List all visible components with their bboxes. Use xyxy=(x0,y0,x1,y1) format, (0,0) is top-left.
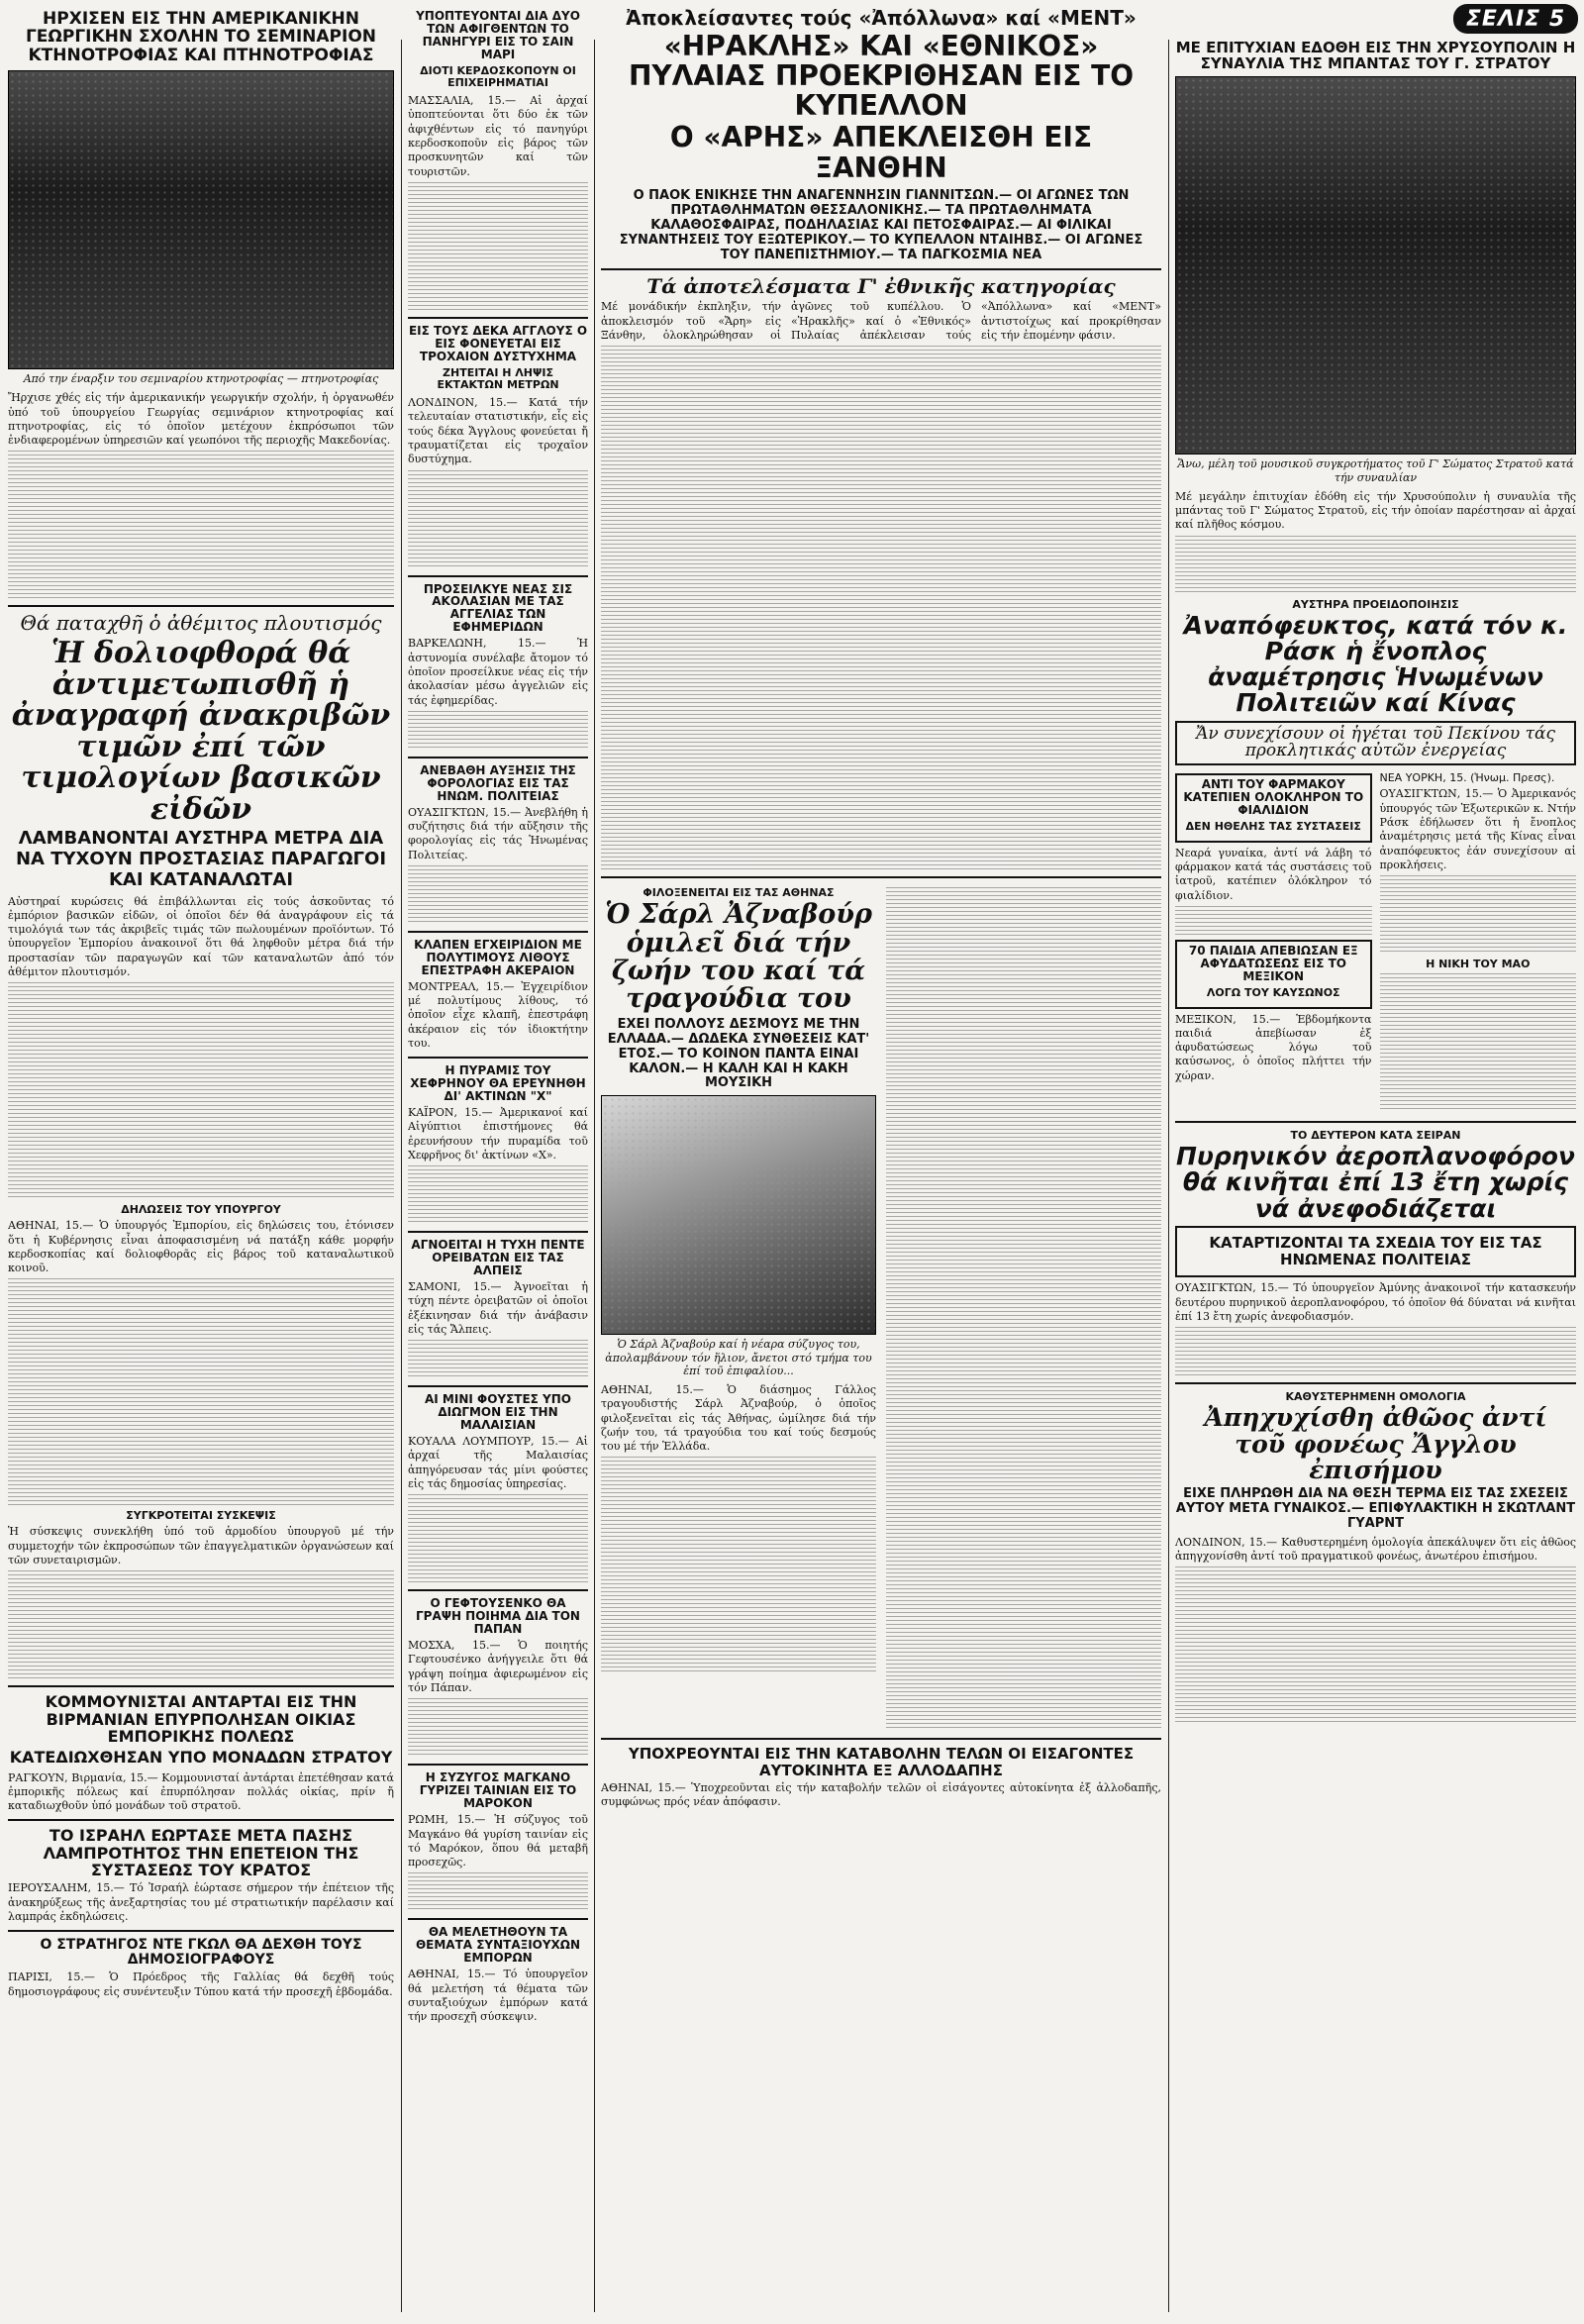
body-text-block xyxy=(1175,1327,1576,1376)
warning-label: ΑΥΣΤΗΡΑ ΠΡΟΕΙΔΟΠΟΙΗΣΙΣ xyxy=(1292,597,1459,611)
body-text-block xyxy=(408,182,588,311)
divider xyxy=(601,876,1161,878)
divider xyxy=(408,1231,588,1233)
body-text-block xyxy=(8,1570,394,1679)
body-text-block xyxy=(8,1278,394,1506)
divider xyxy=(8,1930,394,1932)
rusk-article: ΟΥΑΣΙΓΚΤΩΝ, 15.— Ὁ Ἀμερικανός ὑπουργός τῶν Ἐξωτερικῶν κ. Ντήν Ράσκ ἐδήλωσεν ὅτι ἡ ἔνοπλος ἀναμέτρησις μετά τῆς Κίνας εἶναι ἀναπόφευκτος ἐάν συνεχίσουν αἱ προκλήσεις. xyxy=(1379,787,1576,871)
cup-article: Μέ μονάδικήν ἐκπληξιν, τήν ἀποκλεισμόν τοῦ «Ἄρη» εἰς Ξάνθην, ὁλοκληρώθησαν οἱ ἀγῶνες τοῦ κυπέλλου. Ὁ «Ἡρακλῆς» καί ὁ «Ἐθνικός» Πυλαίας ἀπέκλεισαν τούς «Ἀπόλλωνα» καί «ΜΕΝΤ» ἀντιστοίχως καί προκρίθησαν εἰς τήν ἑπομένην φάσιν. xyxy=(601,300,1161,343)
hanged-article: ΛΟΝΔΙΝΟΝ, 15.— Καθυστερημένη ὁμολογία ἀπεκάλυψεν ὅτι εἰς ἀθῶος ἀπηγχονίσθη ἀντί τοῦ πραγματικοῦ φονέως, ἀνωτέρου ἐπισήμου. xyxy=(1175,1535,1576,1564)
brief-headline-9: Ο ΓΕΦΤΟΥΣΕΝΚΟ ΘΑ ΓΡΑΨΗ ΠΟΙΗΜΑ ΔΙΑ ΤΟΝ ΠΑΠΑΝ xyxy=(416,1596,580,1637)
carrier-article: ΟΥΑΣΙΓΚΤΩΝ, 15.— Τό ὑπουργεῖον Ἀμύνης ἀνακοινοῖ τήν κατασκευήν δευτέρου πυρηνικοῦ ἀεροπλανοφόρου, τό ὁποῖον θά δύναται νά κινῆται ἐπί 13 ἔτη χωρίς ἀνεφοδιασμόν. xyxy=(1175,1281,1576,1323)
column-rule xyxy=(1168,40,1169,2312)
divider xyxy=(8,1685,394,1687)
brief-article-9: ΜΟΣΧΑ, 15.— Ὁ ποιητής Γεφτουσένκο ἀνήγγειλε ὅτι θά γράψη ποίημα ἀφιερωμένον εἰς τόν Πάπαν. xyxy=(408,1639,588,1695)
brief-article-8: ΚΟΥΑΛΑ ΛΟΥΜΠΟΥΡ, 15.— Αἱ ἀρχαί τῆς Μαλαισίας ἀπηγόρευσαν τάς μίνι φούστες εἰς τάς δημοσίας ὑπηρεσίας. xyxy=(408,1435,588,1491)
body-text-block xyxy=(408,711,588,751)
poison-subheadline: ΔΕΝ ΗΘΕΛΗΣ ΤΑΣ ΣΥΣΤΑΣΕΙΣ xyxy=(1185,820,1361,834)
divider xyxy=(408,931,588,933)
body-text-block xyxy=(408,1698,588,1758)
body-text-block xyxy=(408,865,588,925)
seminar-photo xyxy=(8,70,394,369)
page-number-label: ΣΕΛΙΣ 5 xyxy=(1465,6,1566,32)
hanged-headline: Ἀπηχυχίσθη ἀθῶος ἀντί τοῦ φονέως Ἄγγλου ἐπισήμου xyxy=(1204,1403,1547,1484)
brief-article-7: ΣΑΜΟΝΙ, 15.— Ἀγνοεῖται ἡ τύχη πέντε ὀρειβατῶν οἱ ὁποῖοι ἐξέκινησαν διά τήν ἀνάβασιν εἰς τάς Ἄλπεις. xyxy=(408,1280,588,1336)
import-article: ΑΘΗΝΑΙ, 15.— Ὑποχρεοῦνται εἰς τήν καταβολήν τελῶν οἱ εἰσάγοντες αὐτοκίνητα ἐξ ἀλλοδαπῆς, συμφώνως πρός νέαν ἀπόφασιν. xyxy=(601,1780,1161,1809)
brief-headline-3: ΠΡΟΣΕΙΛΚΥΕ ΝΕΑΣ ΣΙΣ ΑΚΟΛΑΣΙΑΝ ΜΕ ΤΑΣ ΑΓΓΕΛΙΑΣ ΤΩΝ ΕΦΗΜΕΡΙΔΩΝ xyxy=(423,581,573,635)
concert-headline: ΜΕ ΕΠΙΤΥΧΙΑΝ ΕΔΟΘΗ ΕΙΣ ΤΗΝ ΧΡΥΣΟΥΠΟΛΙΝ Η ΣΥΝΑΥΛΙΑ ΤΗΣ ΜΠΑΝΤΑΣ ΤΟΥ Γ. ΣΤΡΑΤΟΥ xyxy=(1175,40,1576,73)
brief-headline-10: Η ΣΥΖΥΓΟΣ ΜΑΓΚΑΝΟ ΓΥΡΙΖΕΙ ΤΑΙΝΙΑΝ ΕΙΣ ΤΟ ΜΑΡΟΚΟΝ xyxy=(419,1770,577,1811)
second-series-label: ΤΟ ΔΕΥΤΕΡΟΝ ΚΑΤΑ ΣΕΙΡΑΝ xyxy=(1290,1129,1461,1143)
divider xyxy=(408,1918,588,1920)
children-headline: 70 ΠΑΙΔΙΑ ΑΠΕΒΙΩΣΑΝ ΕΞ ΑΦΥΔΑΤΩΣΕΩΣ ΕΙΣ ΤΟ ΜΕΞΙΚΟΝ xyxy=(1188,944,1358,983)
brief-headline-2: ΕΙΣ ΤΟΥΣ ΔΕΚΑ ΑΓΓΛΟΥΣ Ο ΕΙΣ ΦΟΝΕΥΕΤΑΙ ΕΙΣ ΤΡΟΧΑΙΟΝ ΔΥΣΤΥΧΗΜΑ xyxy=(408,323,588,363)
brief-article-5: ΜΟΝΤΡΕΑΛ, 15.— Ἐγχειρίδιον μέ πολυτίμους λίθους, τό ὁποῖον εἶχε κλαπῆ, ἐπεστράφη ἀκέραιον εἰς τόν ἰδιοκτήτην του. xyxy=(408,979,588,1050)
body-text-block xyxy=(8,451,394,599)
poison-headline: ΑΝΤΙ ΤΟΥ ΦΑΡΜΑΚΟΥ ΚΑΤΕΠΙΕΝ ΟΛΟΚΛΗΡΟΝ ΤΟ ΦΙΑΛΙΔΙΟΝ xyxy=(1183,777,1364,818)
column-rule xyxy=(401,40,402,2312)
degaulle-article: ΠΑΡΙΣΙ, 15.— Ὁ Πρόεδρος τῆς Γαλλίας θά δεχθῆ τούς δημοσιογράφους εἰς συνέντευξιν Τύπου κατά τήν προσεχῆ ἑβδομάδα. xyxy=(8,1970,394,1998)
seminar-photo-caption: Από την έναρξιν του σεμιναρίου κτηνοτροφίας — πτηνοτροφίας xyxy=(23,372,379,386)
aznavour-photo xyxy=(601,1095,876,1335)
brief-article-1: ΜΑΣΣΑΛΙΑ, 15.— Αἱ ἀρχαί ὑποπτεύονται ὅτι δύο ἐκ τῶν ἀφιχθέντων εἰς τό πανηγύρι κερδοσκοποῦν εἰς βάρος τῶν προσκυνητῶν καί τῶν τουριστῶν. xyxy=(408,94,588,178)
rusk-headline: Ἀναπόφευκτος, κατά τόν κ. Ράσκ ἡ ἔνοπλος ἀναμέτρησις Ἡνωμένων Πολιτειῶν καί Κίνας xyxy=(1183,610,1568,718)
divider xyxy=(408,317,588,319)
brief-headline-8: ΑΙ ΜΙΝΙ ΦΟΥΣΤΕΣ ΥΠΟ ΔΙΩΓΜΟΝ ΕΙΣ ΤΗΝ ΜΑΛΑΙΣΙΑΝ xyxy=(424,1392,571,1433)
brief-article-10: ΡΩΜΗ, 15.— Ἡ σύζυγος τοῦ Μαγκάνο θά γυρίση ταινίαν εἰς τό Μαρόκον, ὅπου θά μεταβῆ προσεχῶς. xyxy=(408,1813,588,1869)
concert-photo-caption: Ἄνω, μέλη τοῦ μουσικοῦ συγκροτήματος τοῦ Γ' Σώματος Στρατοῦ κατά τήν συναυλίαν xyxy=(1177,457,1574,484)
burma-subheadline: ΚΑΤΕΔΙΩΧΘΗΣΑΝ ΥΠΟ ΜΟΝΑΔΩΝ ΣΤΡΑΤΟΥ xyxy=(9,1748,393,1768)
divider xyxy=(601,268,1161,270)
body-text-block xyxy=(408,1340,588,1379)
brief-article-6: ΚΑΪΡΟΝ, 15.— Ἀμερικανοί καί Αἰγύπτιοι ἐπιστήμονες θά ἐρευνήσουν τήν πυραμίδα τοῦ Χεφρῆνος δι' ἀκτίνων «Χ». xyxy=(408,1106,588,1162)
burma-headline: ΚΟΜΜΟΥΝΙΣΤΑΙ ΑΝΤΑΡΤΑΙ ΕΙΣ ΤΗΝ ΒΙΡΜΑΝΙΑΝ ΕΠΥΡΠΟΛΗΣΑΝ ΟΙΚΙΑΣ ΕΜΠΟΡΙΚΗΣ ΠΟΛΕΩΣ xyxy=(45,1692,357,1746)
body-text-block xyxy=(886,887,1161,1729)
column-rule xyxy=(594,40,595,2312)
hanged-subheadline: ΕΙΧΕ ΠΛΗΡΩΘΗ ΔΙΑ ΝΑ ΘΕΣΗ ΤΕΡΜΑ ΕΙΣ ΤΑΣ ΣΧΕΣΕΙΣ ΑΥΤΟΥ ΜΕΤΑ ΓΥΝΑΙΚΟΣ.— ΕΠΙΦΥΛΑΚΤΙΚΗ Η ΣΚΩΤΛΑΝΤ ΓΥΑΡΝΤ xyxy=(1175,1486,1576,1531)
divider xyxy=(8,1819,394,1821)
column-briefs xyxy=(408,10,588,2312)
body-text-block xyxy=(601,346,1161,870)
import-headline: ΥΠΟΧΡΕΟΥΝΤΑΙ ΕΙΣ ΤΗΝ ΚΑΤΑΒΟΛΗΝ ΤΕΛΩΝ ΟΙ ΕΙΣΑΓΟΝΤΕΣ ΑΥΤΟΚΙΝΗΤΑ ΕΞ ΑΛΛΟΔΑΠΗΣ xyxy=(628,1745,1135,1779)
burma-article: ΡΑΓΚΟΥΝ, Βιρμανία, 15.— Κομμουνισταί ἀντάρται ἐπετέθησαν κατά ἐμπορικῆς πόλεως καί ἐπυρπόλησαν πολλάς οἰκίας, πρίν ἤ καταδιωχθοῦν ὑπό μονάδων τοῦ στρατοῦ. xyxy=(8,1770,394,1813)
concert-article: Μέ μεγάλην ἐπιτυχίαν ἐδόθη εἰς τήν Χρυσούπολιν ἡ συναυλία τῆς μπάντας τοῦ Γ' Σώματος Στρατοῦ, εἰς τήν ὁποίαν παρέστησαν αἱ ἀρχαί καί πλῆθος κόσμου. xyxy=(1175,489,1576,532)
page-number-box xyxy=(1453,4,1578,34)
column-sports xyxy=(601,8,1161,2312)
sports-kicker: Ἀποκλείσαντες τούς «Ἀπόλλωνα» καί «ΜΕΝΤ» xyxy=(626,8,1137,30)
column-right xyxy=(1175,40,1576,2312)
divider xyxy=(408,1057,588,1059)
divider xyxy=(408,575,588,577)
school-headline: ΗΡΧΙΣΕΝ ΕΙΣ ΤΗΝ ΑΜΕΡΙΚΑΝΙΚΗΝ ΓΕΩΡΓΙΚΗΝ ΣΧΟΛΗΝ ΤΟ ΣΕΜΙΝΑΡΙΟΝ ΚΤΗΝΟΤΡΟΦΙΑΣ ΚΑΙ ΠΤΗΝΟΤΡΟΦΙΑΣ xyxy=(25,10,377,65)
children-article: ΜΕΞΙΚΟΝ, 15.— Ἑβδομήκοντα παιδιά ἀπεβίωσαν ἐξ ἀφυδατώσεως λόγω τοῦ καύσωνος, ὁ ὁποῖος πλήττει τήν χώραν. xyxy=(1175,1012,1372,1082)
brief-article-3: ΒΑΡΚΕΛΩΝΗ, 15.— Ἡ ἀστυνομία συνέλαβε ἄτομον τό ὁποῖον προσείλκυε νέας εἰς τήν ἀκολασίαν μέσω ἀγγελιῶν εἰς τάς ἐφημερίδας. xyxy=(408,637,588,707)
brief-headline-11: ΘΑ ΜΕΛΕΤΗΘΟΥΝ ΤΑ ΘΕΜΑΤΑ ΣΥΝΤΑΞΙΟΥΧΩΝ ΕΜΠΟΡΩΝ xyxy=(415,1925,581,1966)
body-text-block xyxy=(1175,1566,1576,1725)
divider xyxy=(601,1738,1161,1740)
seminar-article: Ἤρχισε χθές εἰς τήν ἀμερικανικήν γεωργικήν σχολήν, ἡ ὀργανωθέν ὑπό τοῦ ὑπουργείου Γεωργίας σεμινάριον κτηνοτροφίας καί πτηνοτροφίας, εἰς τό ὁποῖον μετέχουν ἐκπρόσωποι τῶν ἐνδιαφερομένων ὑπηρεσιῶν καί γεωπόνοι τῆς περιοχῆς Μακεδονίας. xyxy=(8,391,394,448)
brief-headline-5: ΚΛΑΠΕΝ ΕΓΧΕΙΡΙΔΙΟΝ ΜΕ ΠΟΛΥΤΙΜΟΥΣ ΛΙΘΟΥΣ ΕΠΕΣΤΡΑΦΗ ΑΚΕΡΑΙΟΝ xyxy=(414,937,582,977)
poison-article: Νεαρά γυναίκα, ἀντί νά λάβη τό φάρμακον κατά τάς συστάσεις τοῦ ἰατροῦ, κατέπιεν ὁλόκληρον τό φιαλίδιον. xyxy=(1175,846,1372,902)
results-headline: Τά ἀποτελέσματα Γ' ἐθνικῆς κατηγορίας xyxy=(646,274,1116,299)
profiteering-kicker: Θά παταχθῆ ὁ ἀθέμιτος πλουτισμός xyxy=(20,611,382,636)
aznavour-kicker: ΦΙΛΟΞΕΝΕΙΤΑΙ ΕΙΣ ΤΑΣ ΑΘΗΝΑΣ xyxy=(643,886,835,900)
aznavour-article: ΑΘΗΝΑΙ, 15.— Ὁ διάσημος Γάλλος τραγουδιστής Σάρλ Ἀζναβούρ, ὁ ὁποῖος φιλοξενεῖται εἰς τάς Ἀθήνας, ὡμίλησε διά τήν ζωήν του, τά τραγούδια του καί τούς δεσμούς του μέ τήν Ἑλλάδα. xyxy=(601,1382,876,1454)
divider xyxy=(8,605,394,607)
divider xyxy=(1175,1121,1576,1123)
column-left xyxy=(8,10,394,2312)
aznavour-photo-caption: Ὁ Σάρλ Ἀζναβούρ καί ἡ νέαρα σύζυγος του, ἀπολαμβάνουν τόν ἥλιον, ἄνετοι στό τμήμα του ἐπί τοῦ ἐπιφαλίου... xyxy=(605,1338,872,1377)
sabotage-subheadline: ΛΑΜΒΑΝΟΝΤΑΙ ΑΥΣΤΗΡΑ ΜΕΤΡΑ ΔΙΑ ΝΑ ΤΥΧΟΥΝ ΠΡΟΣΤΑΣΙΑΣ ΠΑΡΑΓΩΓΟΙ ΚΑΙ ΚΑΤΑΝΑΛΩΤΑΙ xyxy=(15,828,387,890)
meeting-label: ΣΥΓΚΡΟΤΕΙΤΑΙ ΣΥΣΚΕΨΙΣ xyxy=(126,1509,276,1523)
minister-label: ΔΗΛΩΣΕΙΣ ΤΟΥ ΥΠΟΥΡΓΟΥ xyxy=(121,1203,281,1217)
children-subheadline: ΛΟΓΩ ΤΟΥ ΚΑΥΣΩΝΟΣ xyxy=(1206,985,1340,999)
brief-headline-7: ΑΓΝΟΕΙΤΑΙ Η ΤΥΧΗ ΠΕΝΤΕ ΟΡΕΙΒΑΤΩΝ ΕΙΣ ΤΑΣ ΑΛΠΕΙΣ xyxy=(411,1238,585,1278)
brief-subheadline-1: ΔΙΟΤΙ ΚΕΡΔΟΣΚΟΠΟΥΝ ΟΙ ΕΠΙΧΕΙΡΗΜΑΤΙΑΙ xyxy=(420,63,576,90)
body-text-block xyxy=(1175,906,1372,936)
israel-article: ΙΕΡΟΥΣΑΛΗΜ, 15.— Τό Ἰσραήλ ἑώρτασε σήμερον τήν ἐπέτειον τῆς ἀνακηρύξεως τῆς ἀνεξαρτησίας του μέ στρατιωτικήν παρέλασιν καί λαμπράς ἐκδηλώσεις. xyxy=(8,1881,394,1923)
body-text-block xyxy=(8,982,394,1200)
carrier-subheadline: ΚΑΤΑΡΤΙΖΟΝΤΑΙ ΤΑ ΣΧΕΔΙΑ ΤΟΥ ΕΙΣ ΤΑΣ ΗΝΩΜΕΝΑΣ ΠΟΛΙΤΕΙΑΣ xyxy=(1209,1233,1542,1269)
mao-label: Η ΝΙΚΗ ΤΟΥ ΜΑΟ xyxy=(1426,958,1531,971)
body-text-block xyxy=(1380,973,1577,1112)
body-text-block xyxy=(408,1494,588,1583)
sabotage-article: Αὐστηραί κυρώσεις θά ἐπιβάλλωνται εἰς τούς ἀσκοῦντας τό ἐμπόριον βασικῶν εἰδῶν, οἱ ὁποῖοι δέν θά ἀναγράφουν εἰς τά τιμολόγιά των τάς ἀκριβεῖς τιμάς τῶν πωλουμένων προϊόντων. Τό ὑπουργεῖον Ἐμπορίου ἀνακοινοῖ ὅτι θά ληφθοῦν μέτρα διά τήν προστασίαν τῶν παραγωγῶν καί τῶν καταναλωτῶν ἀπό τόν ἀθέμιτον πλουτισμόν. xyxy=(8,894,394,978)
divider xyxy=(408,757,588,758)
aznavour-subheadline: ΕΧΕΙ ΠΟΛΛΟΥΣ ΔΕΣΜΟΥΣ ΜΕ ΤΗΝ ΕΛΛΑΔΑ.— ΔΩΔΕΚΑ ΣΥΝΘΕΣΕΙΣ ΚΑΤ' ΕΤΟΣ.— ΤΟ ΚΟΙΝΟΝ ΠΑΝΤΑ ΕΙΝΑΙ ΚΑΛΟΝ.— Η ΚΑΛΗ ΚΑΙ Η ΚΑΚΗ ΜΟΥΣΙΚΗ xyxy=(607,1016,870,1091)
divider xyxy=(408,1764,588,1766)
body-text-block xyxy=(601,1457,876,1674)
meeting-article: Ἡ σύσκεψις συνεκλήθη ὑπό τοῦ ἁρμοδίου ὑπουργοῦ μέ τήν συμμετοχήν τῶν ἐκπροσώπων τῶν ἐπαγγελματικῶν ὀργανώσεων καί τῶν συνεταιρισμῶν. xyxy=(8,1525,394,1567)
body-text-block xyxy=(408,1872,588,1912)
divider xyxy=(408,1385,588,1387)
minister-article: ΑΘΗΝΑΙ, 15.— Ὁ ὑπουργός Ἐμπορίου, εἰς δηλώσεις του, ἐτόνισεν ὅτι ἡ Κυβέρνησις εἶναι ἀποφασισμένη νά πατάξη κάθε μορφήν κερδοσκοπίας καί δολιοφθορᾶς εἰς βάρος τοῦ καταναλωτικοῦ κοινοῦ. xyxy=(8,1219,394,1275)
body-text-block xyxy=(1380,875,1577,955)
aznavour-headline: Ὁ Σάρλ Ἀζναβούρ ὁμιλεῖ διά τήν ζωήν του καί τά τραγούδια του xyxy=(605,899,872,1015)
brief-article-2: ΛΟΝΔΙΝΟΝ, 15.— Κατά τήν τελευταίαν στατιστικήν, εἷς εἰς τούς δέκα Ἄγγλους φονεύεται ἤ τραυματίζεται εἰς τροχαῖον δυστύχημα. xyxy=(408,396,588,466)
body-text-block xyxy=(1175,536,1576,595)
divider xyxy=(1175,1382,1576,1384)
body-text-block xyxy=(408,470,588,569)
brief-headline-1: ΥΠΟΠΤΕΥΟΝΤΑΙ ΔΙΑ ΔΥΟ ΤΩΝ ΑΦΙΓΘΕΝΤΩΝ ΤΟ ΠΑΝΗΓΥΡΙ ΕΙΣ ΤΟ ΣΑΙΝ ΜΑΡΙ xyxy=(416,10,580,61)
sabotage-headline: Ἡ δολιοφθορά θά ἀντιμετωπισθῆ ἡ ἀναγραφή ἀνακριβῶν τιμῶν ἐπί τῶν τιμολογίων βασικῶν εἰδῶν xyxy=(11,636,391,827)
body-text-block xyxy=(408,1165,588,1225)
carrier-headline: Πυρηνικόν ἀεροπλανοφόρον θά κινῆται ἐπί 13 ἔτη χωρίς νά ἀνεφοδιάζεται xyxy=(1176,1142,1575,1223)
israel-headline: ΤΟ ΙΣΡΑΗΛ ΕΩΡΤΑΣΕ ΜΕΤΑ ΠΑΣΗΣ ΛΑΜΠΡΟΤΗΤΟΣ ΤΗΝ ΕΠΕΤΕΙΟΝ ΤΗΣ ΣΥΣΤΑΣΕΩΣ ΤΟΥ ΚΡΑΤΟΣ xyxy=(43,1826,359,1879)
brief-article-4: ΟΥΑΣΙΓΚΤΩΝ, 15.— Ἀνεβλήθη ἡ συζήτησις διά τήν αὔξησιν τῆς φορολογίας εἰς τάς Ἡνωμένας Πολιτείας. xyxy=(408,805,588,861)
aris-headline: Ο «ΑΡΗΣ» ΑΠΕΚΛΕΙΣΘΗ ΕΙΣ ΞΑΝΘΗΝ xyxy=(669,121,1093,184)
brief-article-11: ΑΘΗΝΑΙ, 15.— Τό ὑπουργεῖον θά μελετήση τά θέματα τῶν συνταξιούχων ἐμπόρων κατά τήν προσεχῆ σύσκεψιν. xyxy=(408,1968,588,2024)
late-confession-label: ΚΑΘΥΣΤΕΡΗΜΕΝΗ ΟΜΟΛΟΓΙΑ xyxy=(1285,1390,1466,1404)
sports-deck: Ο ΠΑΟΚ ΕΝΙΚΗΣΕ ΤΗΝ ΑΝΑΓΕΝΝΗΣΙΝ ΓΙΑΝΝΙΤΣΩΝ.— ΟΙ ΑΓΩΝΕΣ ΤΩΝ ΠΡΩΤΑΘΛΗΜΑΤΩΝ ΘΕΣΣΑΛΟΝΙΚΗΣ.— ΤΑ ΠΡΩΤΑΘΛΗΜΑΤΑ ΚΑΛΑΘΟΣΦΑΙΡΑΣ, ΠΟΔΗΛΑΣΙΑΣ ΚΑΙ ΠΕΤΟΣΦΑΙΡΑΣ.— ΑΙ ΦΙΛΙΚΑΙ ΣΥΝΑΝΤΗΣΕΙΣ ΤΟΥ ΕΞΩΤΕΡΙΚΟΥ.— ΤΟ ΚΥΠΕΛΛΟΝ ΝΤΑΙΗΒΣ.— ΟΙ ΑΓΩΝΕΣ ΤΟΥ ΠΑΝΕΠΙΣΤΗΜΙΟΥ.— ΤΑ ΠΑΓΚΟΣΜΙΑ ΝΕΑ xyxy=(619,187,1143,262)
degaulle-headline: Ο ΣΤΡΑΤΗΓΟΣ ΝΤΕ ΓΚΩΛ ΘΑ ΔΕΧΘΗ ΤΟΥΣ ΔΗΜΟΣΙΟΓΡΑΦΟΥΣ xyxy=(40,1937,362,1969)
brief-headline-4: ΑΝΕΒΑΘΗ ΑΥΞΗΣΙΣ ΤΗΣ ΦΟΡΟΛΟΓΙΑΣ ΕΙΣ ΤΑΣ ΗΝΩΜ. ΠΟΛΙΤΕΙΑΣ xyxy=(420,762,576,803)
rusk-subheadline: Ἄν συνεχίσουν οἱ ἡγέται τοῦ Πεκίνου τάς προκλητικάς αὐτῶν ἐνεργείας xyxy=(1195,723,1556,761)
newyork-dateline: ΝΕΑ ΥΟΡΚΗ, 15. (Ἡνωμ. Πρεσς). xyxy=(1379,771,1555,785)
brief-headline-6: Η ΠΥΡΑΜΙΣ ΤΟΥ ΧΕΦΡΗΝΟΥ ΘΑ ΕΡΕΥΝΗΘΗ ΔΙ' ΑΚΤΙΝΩΝ "Χ" xyxy=(410,1063,586,1104)
concert-photo xyxy=(1175,76,1576,455)
brief-subheadline-2: ΖΗΤΕΙΤΑΙ Η ΛΗΨΙΣ ΕΚΤΑΚΤΩΝ ΜΕΤΡΩΝ xyxy=(437,365,559,392)
divider xyxy=(408,1589,588,1591)
cup-headline: «ΗΡΑΚΛΗΣ» ΚΑΙ «ΕΘΝΙΚΟΣ» ΠΥΛΑΙΑΣ ΠΡΟΕΚΡΙΘΗΣΑΝ ΕΙΣ ΤΟ ΚΥΠΕΛΛΟΝ xyxy=(628,29,1135,123)
